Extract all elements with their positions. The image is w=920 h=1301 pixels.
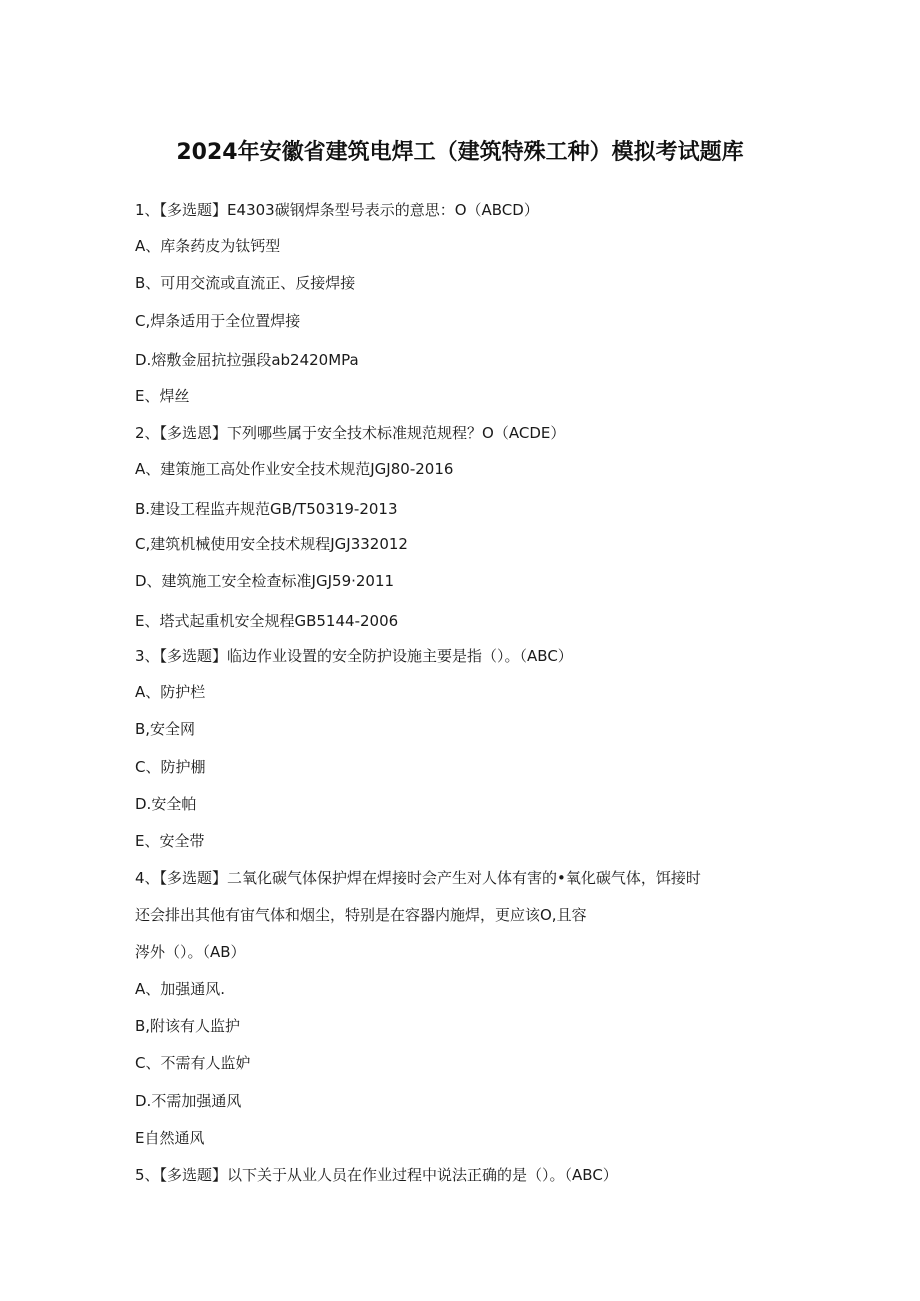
question-4-stem-line-1: 4、【多选题】二氧化碳气体保护焊在焊接时会产生对人体有害的•氧化碳气体，饵接时: [135, 869, 701, 887]
question-3-option-a: A、防护栏: [135, 683, 206, 701]
question-1-option-b: B、可用交流或直流正、反接焊接: [135, 274, 356, 292]
question-4-stem-line-3: 涔外（）。（AB）: [135, 943, 246, 961]
question-3-option-d: D.安全帕: [135, 795, 197, 813]
question-4-option-e: E自然通风: [135, 1129, 205, 1147]
question-2-option-b: B.建设工程监卉规范GB/T50319-2013: [135, 500, 398, 518]
question-1-option-c: C,焊条适用于全位置焊接: [135, 312, 301, 330]
question-1-stem: 1、【多选题】E4303碳钢焊条型号表示的意思：O（ABCD）: [135, 201, 539, 219]
question-5-stem: 5、【多选题】以下关于从业人员在作业过程中说法正确的是（）。（ABC）: [135, 1166, 618, 1184]
question-4-stem-line-2: 还会排出其他有宙气体和烟尘，特别是在容器内施焊，更应该O,且容: [135, 906, 587, 924]
question-4-option-d: D.不需加强通风: [135, 1092, 242, 1110]
question-1-option-a: A、库条药皮为钛钙型: [135, 237, 281, 255]
question-1-option-d: D.熔敷金屈抗拉强段ab2420MPa: [135, 351, 359, 369]
question-2-option-a: A、建策施工高处作业安全技术规范JGJ80-2016: [135, 460, 454, 478]
question-4-option-c: C、不需有人监妒: [135, 1054, 251, 1072]
question-2-stem: 2、【多选恩】下列哪些属于安全技术标准规范规程？O（ACDE）: [135, 424, 566, 442]
page-title: 2024年安徽省建筑电焊工（建筑特殊工种）模拟考试题库: [176, 140, 744, 165]
question-3-option-c: C、防护棚: [135, 758, 206, 776]
question-3-option-b: B,安全网: [135, 720, 196, 738]
question-4-option-b: B,附该有人监护: [135, 1017, 241, 1035]
question-3-option-e: E、安全带: [135, 832, 205, 850]
question-2-option-e: E、塔式起重机安全规程GB5144-2006: [135, 612, 399, 630]
question-3-stem: 3、【多选题】临边作业设置的安全防护设施主要是指（）。（ABC）: [135, 647, 573, 665]
question-2-option-c: C,建筑机械使用安全技术规程JGJ332012: [135, 535, 408, 553]
question-2-option-d: D、建筑施工安全检查标准JGJ59·2011: [135, 572, 395, 590]
question-4-option-a: A、加强通风.: [135, 980, 226, 998]
question-1-option-e: E、焊丝: [135, 387, 190, 405]
